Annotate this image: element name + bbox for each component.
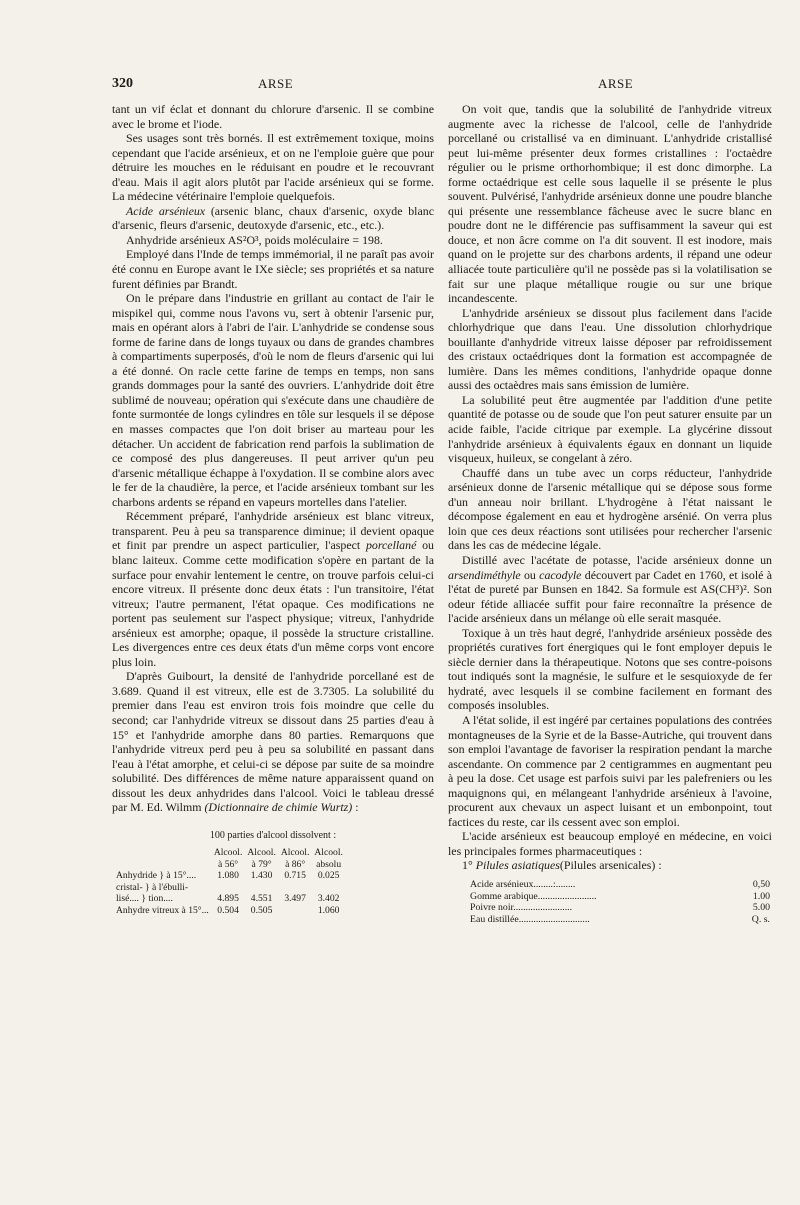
column-header: Alcool. à 79° [247,847,276,870]
row-label: Anhydre vitreux à 15°... [116,904,209,916]
ingredient-quantity: Q. s. [751,913,770,925]
recipe-row [470,902,770,914]
section-title-acide-arsenieux: Acide arsénieux [126,203,206,218]
table-cell [281,905,315,917]
left-column [112,102,434,916]
paragraph-text: ou [520,567,540,582]
table-cell: 1.430 [250,870,273,882]
recipe-row [470,914,770,926]
recipe-row [470,879,770,891]
list-number: 1° [462,858,476,873]
ingredient: Poivre noir........................ [470,902,573,914]
paragraph-text: Distillé avec l'acétate de potasse, l'acide arsénieux donne un [462,552,772,567]
paragraph: L'anhydride arsénieux se dissout plus facilement dans l'acide chlorhydrique que dans l'eau. Une dissolution chlorhydrique bouillante d'anhydride vitreux laisse déposer par refroidissement des cristaux octaédriques dont la formation est accompagnée de lumière. Dans les mêmes conditions, l'anhydride opaque donne aussi des octaèdres mais sans émission de lumière. [448,305,772,393]
table-cell [314,882,348,894]
citation: (Dictionnaire de chimie Wurtz) [204,800,353,815]
paragraph-text: : [352,800,359,815]
table-cell: 4.551 [250,893,273,905]
paragraph-text: (Pilules arsenicales) : [559,858,662,873]
paragraph: Employé dans l'Inde de temps immémorial, il ne paraît pas avoir été connu en Europe avant le IXe siècle; ses propriétés et sa nature furent définies par Brandt. [112,247,434,291]
table-corner [116,847,214,870]
table-cell: 1.060 [317,904,340,916]
paragraph: La solubilité peut être augmentée par l'addition d'une petite quantité de potasse ou de soude que l'on peut saturer ensuite par un acide faible, l'acide citrique par exemple. La glycérine dissout l'anhydride arsénieux à équivalents égaux en donnant un liquide visqueux, huileux, se congelant à zéro. [448,392,772,466]
row-label: cristal- } à l'ébulli- [116,881,189,893]
table-row [116,882,348,894]
emphasis: cacodyle [539,567,582,582]
paragraph: On voit que, tandis que la solubilité de l'anhydride vitreux augmente avec la richesse de l'alcool, celle de l'anhydride porcellané ou cristallisé va en diminuant. L'anhydride cristallisé peut lui-même présenter deux formes cristallines : l'octaèdre régulier ou le prisme orthorhombique; il est donc dimorphe. La forme octaédrique est celle sous laquelle il se présente le plus souvent. Pulvérisé, l'anhydride arsénieux donne une poudre blanche qui présente une ressemblance fâcheuse avec le sucre blanc en poudre dont ne le différencie pas suffisamment la saveur qui est douce, et non âcre comme on l'a dit souvent. Il est inodore, mais quand on le projette sur des charbons ardents, il répand une odeur alliacée toute particulière qu'il ne possède pas si la volatilisation se fait sur une plaque métallique rougie ou sur une brique incandescente. [448,102,772,306]
table-cell: 3.402 [317,893,340,905]
ingredient-quantity: 0,50 [752,878,770,890]
table-cell: 0.025 [317,870,340,882]
paragraph-text: ou blanc laiteux. Comme cette modification s'opère en partant de la surface pour envahir lentement le centre, on trouve parfois celui-ci encore vitreux. Il présente donc deux états : l'un transitoire, l'état vitreux; l'autre permanent, l'état opaque. Ces modifications ne portent pas seulement sur l'aspect physique; vitreux, l'anhydride arsénieux est amorphe; opaque, il possède la structure cristalline. Les divergences entre ces deux états d'un même corps vont encore plus loin. [112,538,434,669]
table-header-row [116,847,348,870]
ingredient-quantity: 1.00 [752,890,770,902]
column-header: Alcool. à 56° [213,847,243,870]
ingredient: Acide arsénieux........:........ [470,878,576,890]
table-cell: 0.504 [217,904,239,916]
row-label: Anhydride } à 15°.... [116,870,197,882]
page-number: 320 [112,76,133,91]
table-cell: 0.505 [250,904,273,916]
recipe-row [470,891,770,903]
paragraph-text: découvert par Cadet en 1760, et isolé à l'état de pureté par Bunsen en 1842. Sa formule est AS(CH³)². Son odeur fétide alliacée suffit pour faire reconnaître la présence de l'acide arsénieux dans un mélange où elle serait masquée. [448,567,772,626]
paragraph-text: D'après Guibourt, la densité de l'anhydride porcellané est de 3.689. Quand il est vitreux, elle est de 3.7305. La solubilité du premier dans l'eau est environ trois fois moindre que celle du second; car l'anhydride vitreux se dissout dans 25 parties d'eau à 15° et l'anhydride amorphe dans 80 parties. Remarquons que l'anhydride vitreux perd peu à peu sa solubilité en passant dans l'eau à l'état amorphe, et celui-ci se dépose par suite de sa moindre solubilité. Des différences de même nature apparaissent quand on dissout les deux anhydrides dans l'alcool. Voici le tableau dressé par M. Ed. Wilmm [112,669,434,815]
paragraph: Ses usages sont très bornés. Il est extrêmement toxique, moins cependant que l'acide arsénieux, et on ne l'emploie guère que pour détruire les mouches en le réduisant en poudre et le recouvrant d'eau. Mais il agit alors plutôt par l'acide arsénieux qui se forme. La médecine vétérinaire l'emploie quelquefois. [112,131,434,204]
table-row [116,905,348,917]
running-head-left: ARSE [258,76,294,91]
table-cell [281,882,315,894]
table-cell: 3.497 [284,893,306,905]
paragraph [112,669,434,814]
paragraph: tant un vif éclat et donnant du chlorure d'arsenic. Il se combine avec le brome et l'iode. [112,102,434,131]
paragraph [112,204,434,233]
table-title: 100 parties d'alcool dissolvent : [209,829,337,841]
table-row [116,870,348,882]
paragraph: Toxique à un très haut degré, l'anhydride arsénieux possède des propriétés curatives fort énergiques qui le font employer depuis le siècle dernier dans la thérapeutique. Notons que ses contre-poisons tout indiqués sont la magnésie, le sulfure et le sesquioxyde de fer hydraté, avec lesquels il se combine facilement en formant des composés insolubles. [448,625,772,713]
paragraph: On le prépare dans l'industrie en grillant au contact de l'air le mispikel qui, comme nous l'avons vu, sert à obtenir l'arsenic pur, mais en opérant alors à l'abri de l'air. L'anhydride se condense sous forme de farine dans de longs tuyaux ou dans de grandes chambres à compartiments superposés, d'où le nom de fleurs d'arsenic qui lui a été donné. On racle cette farine de temps en temps, non sans grands dommages pour la santé des ouvriers. L'anhydride doit être sublimé de nouveau; opération qui s'exécute dans une chaudière de fonte surmontée de longs cylindres en tôle sur lesquels il se dépose en masses compactes que l'on doit briser au marteau pour les détacher. Un accident de fabrication rend parfois la sublimation de ce composé des plus dangereuses. Il peut arriver qu'un peu d'arsenic métallique échappe à l'oxydation. Il se combine alors avec le fer de la chaudière, la perce, et l'acide arsénieux tombant sur les charbons ardents se répand en vapeurs mortelles dans l'atelier. [112,291,434,509]
emphasis: porcellané [365,538,417,553]
solubility-table [116,847,348,916]
paragraph-text: Récemment préparé, l'anhydride arsénieux est blanc vitreux, transparent. Peu à peu sa transparence diminue; il devient opaque et finit par prendre un aspect particulier, l'aspect [112,509,434,553]
recipe-table [470,879,770,925]
ingredient-quantity: 5.00 [752,902,770,914]
column-header: Alcool. absolu [314,847,343,870]
column-header: Alcool. à 86° [280,847,310,870]
paragraph: Anhydride arsénieux AS²O³, poids moléculaire = 198. [126,232,383,247]
table-row [116,893,348,905]
row-label: lisé.... } tion.... [116,893,173,905]
paragraph [112,509,434,669]
table-cell: 1.080 [217,870,239,882]
paragraph: A l'état solide, il est ingéré par certaines populations des contrées montagneuses de la Syrie et de la Basse-Autriche, qui trouvent dans son emploi l'avantage de favoriser la respiration pendant la marche ascendante. On commence par 2 centigrammes en augmentant peu à peu la dose. Cet usage est parfois suivi par les palefreniers ou les maquignons qui, en mélangeant l'anhydride arsénieux à l'avoine, procurent aux chevaux un aspect luisant et un embonpoint, tout factices du reste, car ils cessent avec son emploi. [448,712,772,829]
table-cell: 0.715 [284,870,306,882]
ingredient: Eau distillée............................. [470,913,590,925]
paragraph: L'acide arsénieux est beaucoup employé en médecine, en voici les principales formes pharmaceutiques : [448,829,772,858]
table-cell [247,882,281,894]
running-head-right: ARSE [598,76,634,91]
paragraph [448,858,772,873]
table-cell: 4.895 [217,893,239,905]
right-column [448,102,772,925]
ingredient: Gomme arabique........................ [470,890,597,902]
emphasis: Pilules asiatiques [475,858,560,873]
paragraph [448,553,772,626]
emphasis: arsendiméthyle [448,567,521,582]
paragraph-text: (arsenic blanc, chaux d'arsenic, oxyde blanc d'arsenic, fleurs d'arsenic, deutoxyde d'arsenic, etc., etc.). [112,203,434,233]
paragraph: Chauffé dans un tube avec un corps réducteur, l'anhydride arsénieux donne de l'arsenic métallique qui se dépose sous forme d'un anneau noir brillant. L'hydrogène à l'état naissant le décompose également en eau et hydrogène arsénié. On verra plus loin que ces deux réactions sont utilisées pour rechercher l'arsenic dans les cas de médecine légale. [448,465,772,553]
table-cell [214,882,248,894]
